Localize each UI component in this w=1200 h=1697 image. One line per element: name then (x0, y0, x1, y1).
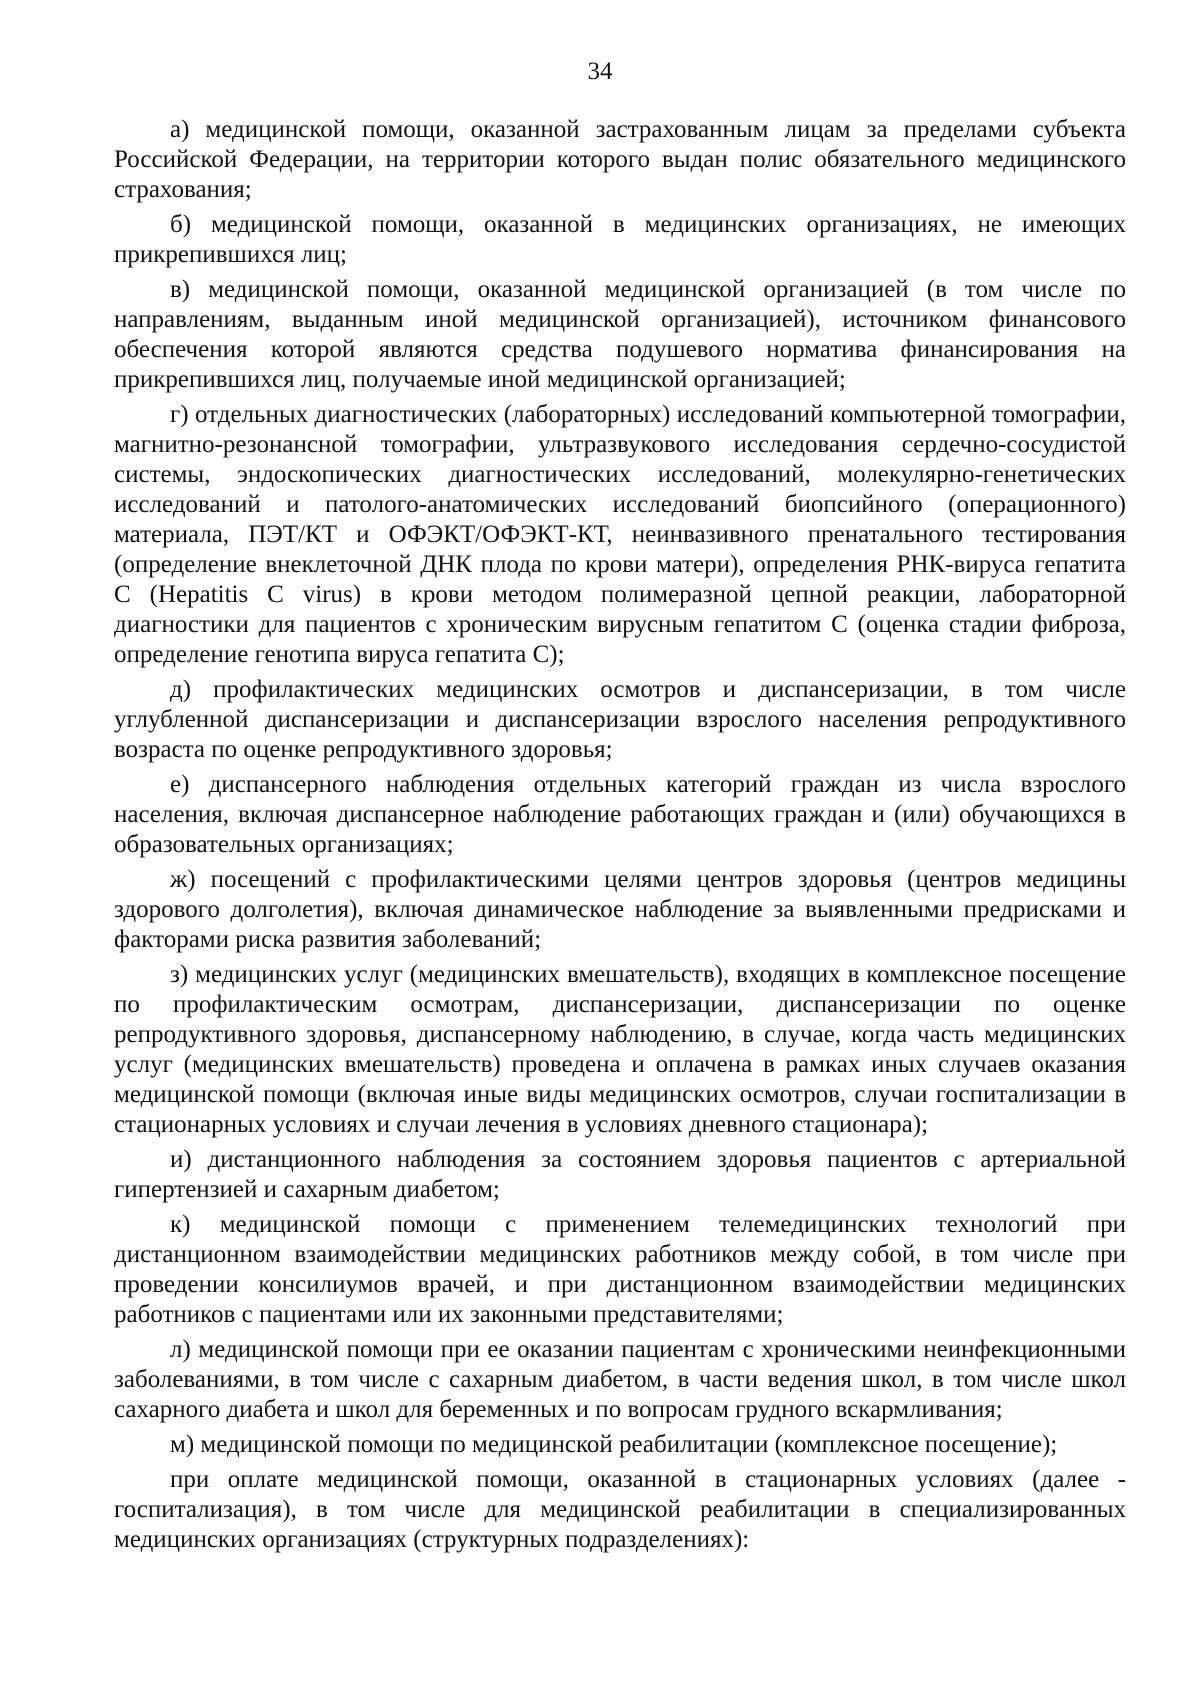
paragraph-b: б) медицинской помощи, оказанной в медицинских организациях, не имеющих прикрепившихся лиц; (114, 211, 1126, 268)
paragraph-e: е) диспансерного наблюдения отдельных категорий граждан из числа взрослого населения, включая диспансерное наблюдение работающих граждан и (или) обучающихся в образовательных организациях; (114, 771, 1126, 858)
document-body (114, 115, 1126, 1560)
paragraph-zh: ж) посещений с профилактическими целями центров здоровья (центров медицины здорового долголетия), включая динамическое наблюдение за выявленными предрисками и факторами риска развития заболеваний; (114, 866, 1126, 953)
paragraph-i: и) дистанционного наблюдения за состоянием здоровья пациентов с артериальной гипертензией и сахарным диабетом; (114, 1146, 1126, 1203)
paragraph-hospitalization: при оплате медицинской помощи, оказанной в стационарных условиях (далее - госпитализация), в том числе для медицинской реабилитации в специализированных медицинских организациях (структурных подразделениях): (114, 1466, 1126, 1553)
paragraph-a: а) медицинской помощи, оказанной застрахованным лицам за пределами субъекта Российской Федерации, на территории которого выдан полис обязательного медицинского страхования; (114, 116, 1126, 203)
paragraph-d: д) профилактических медицинских осмотров и диспансеризации, в том числе углубленной диспансеризации и диспансеризации взрослого населения репродуктивного возраста по оценке репродуктивного здоровья; (114, 676, 1126, 763)
paragraph-k: к) медицинской помощи с применением телемедицинских технологий при дистанционном взаимодействии медицинских работников между собой, в том числе при проведении консилиумов врачей, и при дистанционном взаимодействии медицинских работников с пациентами или их законными представителями; (114, 1211, 1126, 1328)
page-number: 34 (587, 58, 613, 85)
paragraph-l: л) медицинской помощи при ее оказании пациентам с хроническими неинфекционными заболеваниями, в том числе с сахарным диабетом, в части ведения школ, в том числе школ сахарного диабета и школ для беременных и по вопросам грудного вскармливания; (114, 1336, 1126, 1423)
paragraph-z: з) медицинских услуг (медицинских вмешательств), входящих в комплексное посещение по профилактическим осмотрам, диспансеризации, диспансеризации по оценке репродуктивного здоровья, диспансерному наблюдению, в случае, когда часть медицинских услуг (медицинских вмешательств) проведена и оплачена в рамках иных случаев оказания медицинской помощи (включая иные виды медицинских осмотров, случаи госпитализации в стационарных условиях и случаи лечения в условиях дневного стационара); (114, 961, 1126, 1138)
paragraph-g: г) отдельных диагностических (лабораторных) исследований компьютерной томографии, магнитно-резонансной томографии, ультразвукового исследования сердечно-сосудистой системы, эндоскопических диагностических исследований, молекулярно-генетических исследований и патолого-анатомических исследований биопсийного (операционного) материала, ПЭТ/КТ и ОФЭКТ/ОФЭКТ-КТ, неинвазивного пренатального тестирования (определение внеклеточной ДНК плода по крови матери), определения РНК-вируса гепатита С (Hepatitis C virus) в крови методом полимеразной цепной реакции, лабораторной диагностики для пациентов с хроническим вирусным гепатитом С (оценка стадии фиброза, определение генотипа вируса гепатита С); (114, 401, 1126, 668)
paragraph-m: м) медицинской помощи по медицинской реабилитации (комплексное посещение); (170, 1431, 1058, 1458)
paragraph-v: в) медицинской помощи, оказанной медицинской организацией (в том числе по направлениям, выданным иной медицинской организацией), источником финансового обеспечения которой являются средства подушевого норматива финансирования на прикрепившихся лиц, получаемые иной медицинской организацией; (114, 276, 1126, 393)
